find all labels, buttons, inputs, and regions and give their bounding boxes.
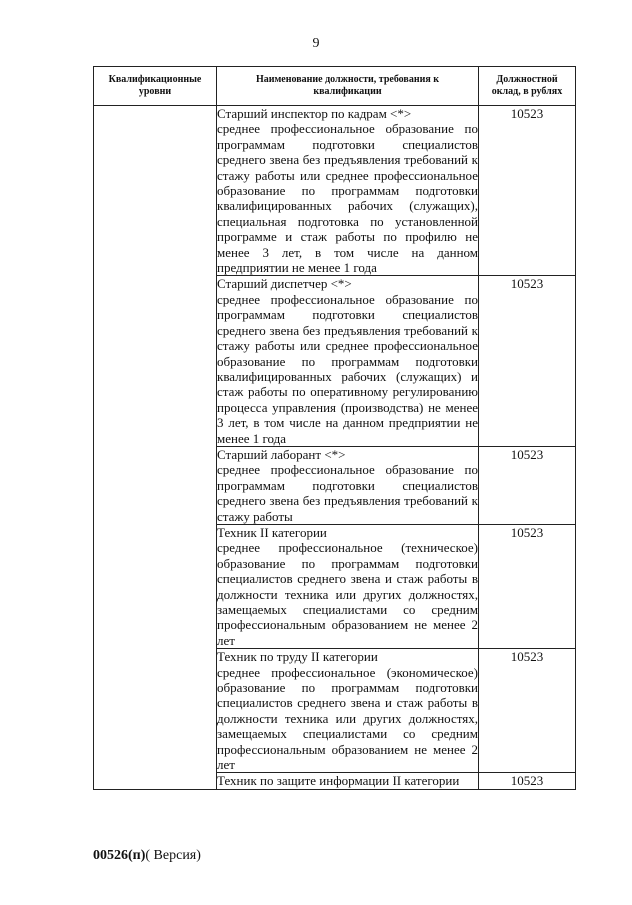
position-cell <box>217 106 479 276</box>
header-qualification-levels: Квалификационные уровни <box>94 67 217 106</box>
salary-cell: 10523 <box>479 649 576 773</box>
table-header-row <box>94 67 576 106</box>
position-cell <box>217 524 479 648</box>
salary-cell: 10523 <box>479 106 576 276</box>
position-title: Старший диспетчер <*> <box>217 276 352 292</box>
position-requirements: среднее профессиональное образование по программам подготовки специалистов среднего звена без предъявления требований к стажу работы или среднее профессиональное образование по программам подготовки квалифицированных рабочих (служащих), специальная подготовка по установленной программе и стаж работы по профилю не менее 3 лет, в том числе на данном предприятии не менее 1 года <box>217 121 478 276</box>
position-requirements: среднее профессиональное образование по программам подготовки специалистов среднего звена без предъявления требований к стажу работы <box>217 462 478 524</box>
position-title: Техник по защите информации II категории <box>217 773 460 789</box>
position-requirements: среднее профессиональное (экономическое) образование по программам подготовки специалистов среднего звена и стаж работы в должности техника или других должностях, замещаемых специалистами со средним профессиональным образованием не менее 2 лет <box>217 664 478 773</box>
position-title: Техник по труду II категории <box>217 649 378 665</box>
position-cell <box>217 649 479 773</box>
header-position-requirements: Наименование должности, требования к квалификации <box>217 67 479 106</box>
salary-cell: 10523 <box>479 446 576 524</box>
salary-cell: 10523 <box>479 773 576 789</box>
header-salary: Должностной оклад, в рублях <box>479 67 576 106</box>
position-requirements: среднее профессиональное (техническое) образование по программам подготовки специалистов среднего звена и стаж работы в должности техника или других должностях, замещаемых специалистами со средним профессиональным образованием не менее 2 лет <box>217 540 478 648</box>
salary-cell: 10523 <box>479 276 576 446</box>
table-row <box>94 106 576 276</box>
position-title: Старший лаборант <*> <box>217 446 346 462</box>
salary-cell: 10523 <box>479 524 576 648</box>
position-cell <box>217 276 479 446</box>
document-version: ( Версия) <box>145 848 201 863</box>
position-requirements: среднее профессиональное образование по программам подготовки специалистов среднего звена без предъявления требований к стажу работы или среднее профессиональное образование по программам подготовки квалифицированных рабочих (служащих) и стаж работы по оперативному регулированию процесса управления (производства) не менее 3 лет, в том числе на данном предприятии не менее 1 года <box>217 291 478 446</box>
page-number: 9 <box>312 36 320 51</box>
document-footer <box>93 848 201 864</box>
document-code: 00526(п) <box>93 848 146 863</box>
position-title: Техник II категории <box>217 524 327 540</box>
position-cell <box>217 773 479 789</box>
position-title: Старший инспектор по кадрам <*> <box>217 106 412 121</box>
position-cell <box>217 446 479 524</box>
qualification-level-cell <box>94 106 217 790</box>
qualification-table <box>93 66 576 790</box>
